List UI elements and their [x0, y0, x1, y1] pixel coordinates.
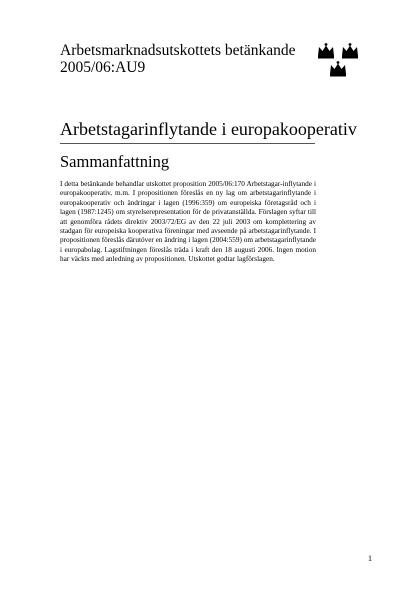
crown-icon [318, 43, 334, 58]
summary-paragraph: I detta betänkande behandlar utskottet proposition 2005/06:170 Arbetstagar-inflytande i europakooperativ, m.m. I propositionen föreslås en ny lag om arbetstagarinflytande i europakooperativ och ändringar i lagen (1996:359) om europeiska företagsråd och i lagen (1987:1245) om styrelserepresentation för de privatanställda. Förslagen syftar till att genomföra rådets direktiv 2003/72/EG av den 22 juli 2003 om komplettering av stadgan för europeiska kooperativa föreningar med avseende på arbetstagarinflytande. I propositionen föreslås därutöver en ändring i lagen (2004:559) om arbetstagarinflytande i europabolag. Lagstiftningen föreslås träda i kraft den 18 augusti 2006. Ingen motion har väckts med anledning av propositionen. Utskottet godtar lagförslagen. [60, 180, 316, 264]
report-header [60, 42, 310, 76]
title-divider [60, 143, 315, 144]
page-number: 1 [368, 554, 372, 563]
crown-icon [342, 43, 358, 58]
three-crowns-logo [316, 42, 360, 78]
report-number: 2005/06:AU9 [60, 59, 146, 76]
crown-icon [330, 61, 346, 76]
document-title: Arbetstagarinflytande i europakooperativ [60, 119, 357, 139]
committee-name: Arbetsmarknadsutskottets betänkande [60, 42, 296, 59]
section-heading: Sammanfattning [60, 152, 170, 171]
